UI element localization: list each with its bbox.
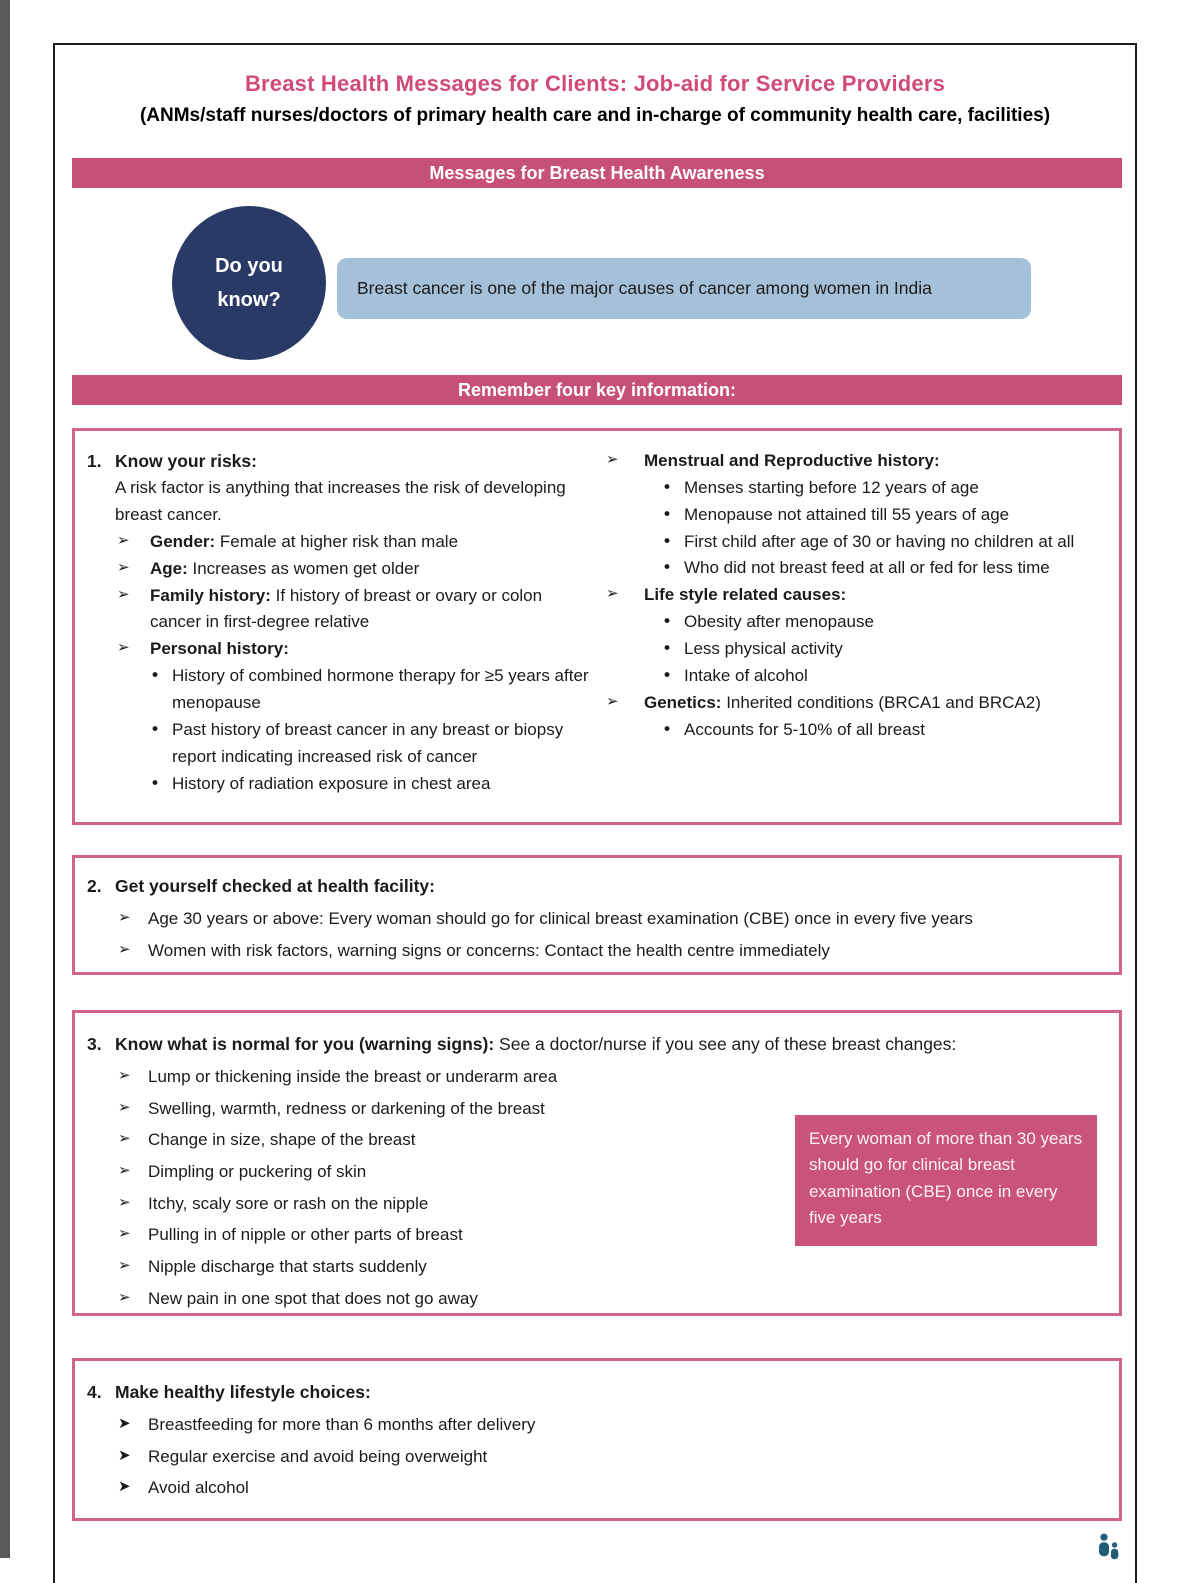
do-you-know-circle xyxy=(172,206,326,360)
people-icon xyxy=(1095,1533,1122,1572)
banner-awareness: Messages for Breast Health Awareness xyxy=(72,158,1122,188)
info-bubble-text: Breast cancer is one of the major causes of cancer among women in India xyxy=(357,278,932,298)
list-item xyxy=(662,663,1109,690)
list-item xyxy=(118,1065,1109,1090)
list-item xyxy=(662,555,1109,582)
section-warning-signs xyxy=(72,1010,1122,1316)
dot-bullet-icon: • xyxy=(662,665,673,686)
info-bubble xyxy=(337,258,1031,319)
arrow-bullet-icon: ➢ xyxy=(117,557,130,576)
list-item xyxy=(606,448,1109,475)
risk-list-right xyxy=(606,448,1109,743)
list-item xyxy=(662,502,1109,529)
list-item-text: Personal history: xyxy=(150,639,289,659)
list-item xyxy=(606,582,1109,609)
list-item xyxy=(662,717,1109,744)
cbe-callout: Every woman of more than 30 years should go for clinical breast examination (CBE) once in every five years xyxy=(795,1115,1097,1246)
arrow-bullet-icon: ➢ xyxy=(117,638,130,657)
section-number: 3. xyxy=(87,1034,102,1054)
list-item-text: Lump or thickening inside the breast or underarm area xyxy=(148,1067,558,1087)
section-heading xyxy=(87,873,1109,900)
section-title: Get yourself checked at health facility: xyxy=(115,876,435,896)
do-you-know-line1: Do you xyxy=(215,255,283,277)
list-item xyxy=(662,529,1109,556)
list-item xyxy=(118,939,1109,964)
section-heading xyxy=(87,448,592,475)
arrow-bullet-icon: ➢ xyxy=(606,450,619,468)
viewer-edge-strip xyxy=(0,0,10,1558)
list-item xyxy=(117,556,592,583)
arrow-bullet-icon: ➢ xyxy=(606,691,619,710)
list-item xyxy=(118,1287,1109,1312)
list-item xyxy=(150,663,592,717)
arrow-bullet-icon: ➢ xyxy=(606,584,619,603)
dot-bullet-icon: • xyxy=(150,719,161,740)
list-item xyxy=(117,529,592,556)
list-item xyxy=(117,583,592,637)
risks-right-column xyxy=(592,448,1109,822)
list-item-text: Family history: If history of breast or ovary or colon cancer in first-degree relative xyxy=(150,585,543,632)
list-item xyxy=(118,907,1109,932)
dot-bullet-icon: • xyxy=(150,666,161,687)
list-item-text: Less physical activity xyxy=(684,639,843,659)
risk-list-left xyxy=(87,529,592,798)
arrow-bullet-icon: ➢ xyxy=(118,939,131,958)
section-heading xyxy=(87,1379,1109,1406)
list-item xyxy=(118,1445,1109,1470)
list-item xyxy=(662,636,1109,663)
arrow-bullet-icon: ➢ xyxy=(118,1066,131,1085)
arrow-bullet-icon: ➢ xyxy=(118,1192,131,1211)
list-item-text: Age 30 years or above: Every woman should go for clinical breast examination (CBE) once in every five years xyxy=(148,909,973,929)
list-item xyxy=(118,1413,1109,1438)
list-item-text: Itchy, scaly sore or rash on the nipple xyxy=(148,1193,429,1213)
arrow-bullet-icon: ➢ xyxy=(118,908,131,927)
section-number: 1. xyxy=(87,451,102,471)
dot-bullet-icon: • xyxy=(662,719,673,740)
section-title: Know your risks: xyxy=(115,451,257,471)
list-item xyxy=(118,1476,1109,1501)
list-item-text: Dimpling or puckering of skin xyxy=(148,1162,367,1182)
arrow-bullet-icon: ➢ xyxy=(118,1224,131,1243)
list-item xyxy=(150,771,592,798)
list-item-text: Obesity after menopause xyxy=(684,612,874,632)
do-you-know-line2: know? xyxy=(217,289,281,311)
filled-arrow-bullet-icon: ➤ xyxy=(118,1445,131,1464)
section-title: Know what is normal for you (warning signs): See a doctor/nurse if you see any of these breast changes: xyxy=(115,1034,957,1054)
list-item-text: Accounts for 5-10% of all breast xyxy=(684,719,925,739)
list-item-text: New pain in one spot that does not go away xyxy=(148,1288,478,1308)
filled-arrow-bullet-icon: ➤ xyxy=(118,1477,131,1496)
list-item-text: Intake of alcohol xyxy=(684,665,808,685)
section-number: 4. xyxy=(87,1382,102,1402)
list-item xyxy=(606,690,1109,717)
dot-bullet-icon: • xyxy=(662,504,673,525)
checked-list xyxy=(87,907,1109,963)
arrow-bullet-icon: ➢ xyxy=(118,1097,131,1116)
filled-arrow-bullet-icon: ➤ xyxy=(118,1414,131,1433)
list-item xyxy=(150,717,592,771)
list-item-text: Pulling in of nipple or other parts of breast xyxy=(148,1225,463,1245)
section-number: 2. xyxy=(87,876,102,896)
page-title: Breast Health Messages for Clients: Job-aid for Service Providers xyxy=(244,71,946,96)
arrow-bullet-icon: ➢ xyxy=(118,1129,131,1148)
arrow-bullet-icon: ➢ xyxy=(117,584,130,603)
list-item-text: First child after age of 30 or having no children at all xyxy=(684,531,1075,551)
arrow-bullet-icon: ➢ xyxy=(118,1255,131,1274)
list-item xyxy=(118,1255,1109,1280)
list-item-text: Regular exercise and avoid being overweight xyxy=(148,1446,488,1466)
dot-bullet-icon: • xyxy=(662,558,673,579)
lifestyle-list xyxy=(87,1413,1109,1501)
list-item-text: Age: Increases as women get older xyxy=(150,558,420,578)
list-item-text: History of combined hormone therapy for ≥5 years after menopause xyxy=(172,666,589,712)
list-item-text: Avoid alcohol xyxy=(148,1478,249,1498)
section-lifestyle-choices xyxy=(72,1358,1122,1521)
list-item-text: Gender: Female at higher risk than male xyxy=(150,531,459,551)
list-item xyxy=(662,609,1109,636)
arrow-bullet-icon: ➢ xyxy=(118,1287,131,1306)
list-item-text: Genetics: Inherited conditions (BRCA1 and BRCA2) xyxy=(644,692,1041,712)
list-item-text: Who did not breast feed at all or fed for less time xyxy=(684,558,1050,578)
document-page xyxy=(53,43,1137,1583)
list-item xyxy=(662,475,1109,502)
list-item-text: Past history of breast cancer in any breast or biopsy report indicating increased risk of cancer xyxy=(172,719,564,766)
section-know-your-risks xyxy=(72,428,1122,825)
list-item-text: Menstrual and Reproductive history: xyxy=(644,451,940,470)
list-item-text: Swelling, warmth, redness or darkening of the breast xyxy=(148,1098,545,1118)
dot-bullet-icon: • xyxy=(662,612,673,633)
banner-remember: Remember four key information: xyxy=(72,375,1122,405)
dot-bullet-icon: • xyxy=(662,477,673,498)
arrow-bullet-icon: ➢ xyxy=(117,530,130,549)
list-item-text: History of radiation exposure in chest area xyxy=(172,773,491,793)
list-item-text: Nipple discharge that starts suddenly xyxy=(148,1256,427,1276)
section-get-checked xyxy=(72,855,1122,975)
dot-bullet-icon: • xyxy=(150,773,161,794)
section-intro: A risk factor is anything that increases the risk of developing breast cancer. xyxy=(115,478,566,524)
list-item-text: Menopause not attained till 55 years of age xyxy=(684,504,1010,524)
arrow-bullet-icon: ➢ xyxy=(118,1161,131,1180)
page-subtitle: (ANMs/staff nurses/doctors of primary health care and in-charge of community health care, facilities) xyxy=(139,105,1051,126)
list-item-text: Breastfeeding for more than 6 months after delivery xyxy=(148,1415,536,1435)
list-item-text: Life style related causes: xyxy=(644,585,847,605)
section-heading xyxy=(87,1031,1109,1058)
list-item xyxy=(117,636,592,663)
list-item-text: Women with risk factors, warning signs or concerns: Contact the health centre immediately xyxy=(148,940,830,960)
dot-bullet-icon: • xyxy=(662,639,673,660)
section-title: Make healthy lifestyle choices: xyxy=(115,1382,371,1402)
list-item-text: Menses starting before 12 years of age xyxy=(684,477,979,497)
list-item-text: Change in size, shape of the breast xyxy=(148,1130,416,1150)
dot-bullet-icon: • xyxy=(662,531,673,552)
risks-left-column xyxy=(87,448,592,822)
